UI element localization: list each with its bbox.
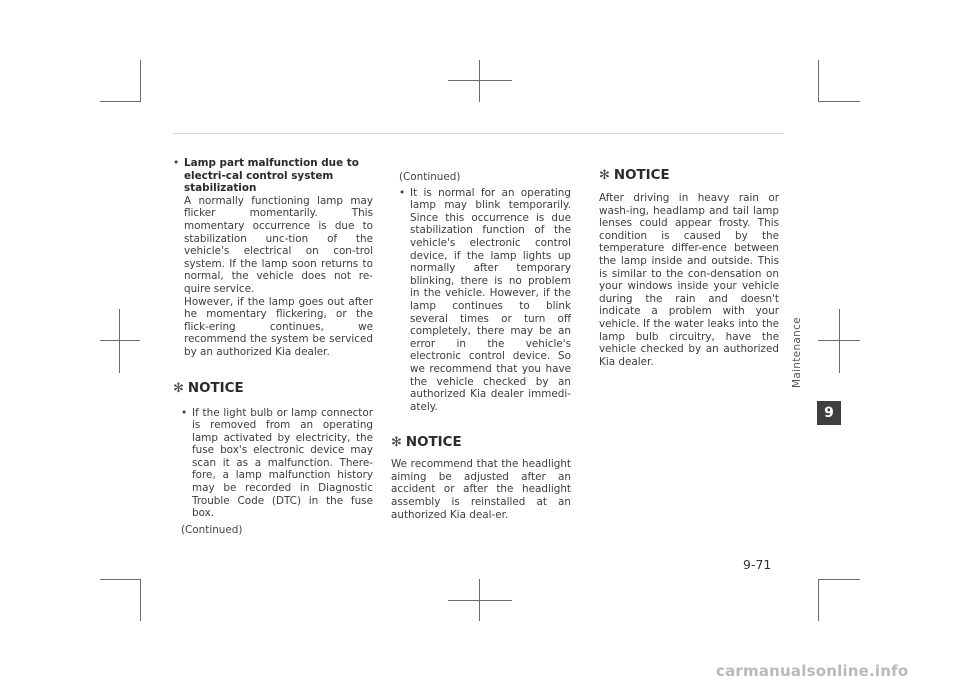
crop-mark bbox=[818, 340, 860, 341]
notice-heading bbox=[173, 381, 373, 397]
column-left bbox=[173, 157, 373, 536]
notice-text: After driving in heavy rain or wash-ing, headlamp and tail lamp lenses could appear frosty. This condition is caused by the temperature differ-ence between the lamp inside and outside. This is similar to the con-densation on your windows inside your vehicle during the rain and doesn't indicate a problem with your vehicle. If the water leaks into the lamp bulb circuitry, have the vehicle checked by an authorized Kia dealer. bbox=[599, 192, 779, 368]
notice-title: NOTICE bbox=[187, 380, 244, 396]
malfunction-item bbox=[173, 157, 373, 359]
crop-mark bbox=[818, 101, 860, 102]
crop-mark bbox=[479, 60, 480, 102]
section-label: Maintenance bbox=[791, 317, 803, 388]
crop-mark bbox=[100, 101, 141, 102]
crop-mark bbox=[119, 309, 120, 373]
notice-title: NOTICE bbox=[613, 168, 670, 183]
notice-snowflake-icon: ✻ bbox=[599, 168, 610, 183]
crop-mark bbox=[479, 579, 480, 621]
notice-bullet-item bbox=[173, 407, 373, 520]
crop-mark bbox=[818, 60, 819, 102]
crop-mark bbox=[140, 60, 141, 102]
crop-mark bbox=[100, 579, 141, 580]
crop-mark bbox=[448, 80, 512, 81]
crop-mark bbox=[448, 600, 512, 601]
column-middle bbox=[391, 171, 571, 521]
item-title: Lamp part malfunction due to electri-cal control system stabilization bbox=[184, 157, 359, 195]
crop-mark bbox=[818, 579, 860, 580]
header-rule bbox=[173, 133, 783, 134]
notice-title: NOTICE bbox=[405, 435, 462, 451]
notice-text: We recommend that the headlight aiming be adjusted after an accident or after the headlight assembly is reinstalled at an authorized Kia deal-er. bbox=[391, 458, 571, 521]
notice-heading bbox=[391, 435, 571, 451]
crop-mark bbox=[140, 579, 141, 621]
notice-text: If the light bulb or lamp connector is removed from an operating lamp activated by electricity, the fuse box's electronic device may scan it as a malfunction. There-fore, a lamp malfunction history may be recorded in Diagnostic Trouble Code (DTC) in the fuse box. bbox=[192, 406, 373, 520]
item-body-2: However, if the lamp goes out after he momentary flickering, or the flick-ering continues, we recommend the system be serviced by an authorized Kia dealer. bbox=[184, 295, 373, 358]
continued-label: (Continued) bbox=[181, 523, 243, 536]
notice-snowflake-icon: ✻ bbox=[391, 435, 402, 451]
notice-bullet-item bbox=[391, 187, 571, 414]
bullet: • bbox=[181, 406, 188, 419]
section-number-badge: 9 bbox=[817, 401, 841, 425]
item-body-1: A normally functioning lamp may flicker momentarily. This momentary occurrence is due to stabilization unc-tion of the vehicle's electrical on con-trol system. If the lamp soon returns to normal, the vehicle does not re-quire service. bbox=[184, 194, 373, 295]
column-right bbox=[599, 168, 779, 368]
watermark: carmanualsonline.info bbox=[716, 662, 909, 680]
continued-label: (Continued) bbox=[399, 171, 461, 183]
page-number: 9-71 bbox=[743, 557, 772, 572]
crop-mark bbox=[839, 309, 840, 373]
notice-snowflake-icon: ✻ bbox=[173, 380, 184, 396]
crop-mark bbox=[818, 579, 819, 621]
bullet: • bbox=[173, 157, 180, 169]
bullet: • bbox=[399, 186, 406, 199]
crop-mark bbox=[100, 340, 140, 341]
notice-text: It is normal for an operating lamp may blink temporarily. Since this occurrence is due stabilization function of the vehicle's electronic control device, if the lamp lights up normally after temporary blinking, there is no problem in the vehicle. However, if the lamp continues to blink several times or turn off completely, there may be an error in the vehicle's electronic control device. So we recommend that you have the vehicle checked by an authorized Kia dealer immedi-ately. bbox=[410, 186, 571, 413]
notice-heading bbox=[599, 168, 779, 184]
